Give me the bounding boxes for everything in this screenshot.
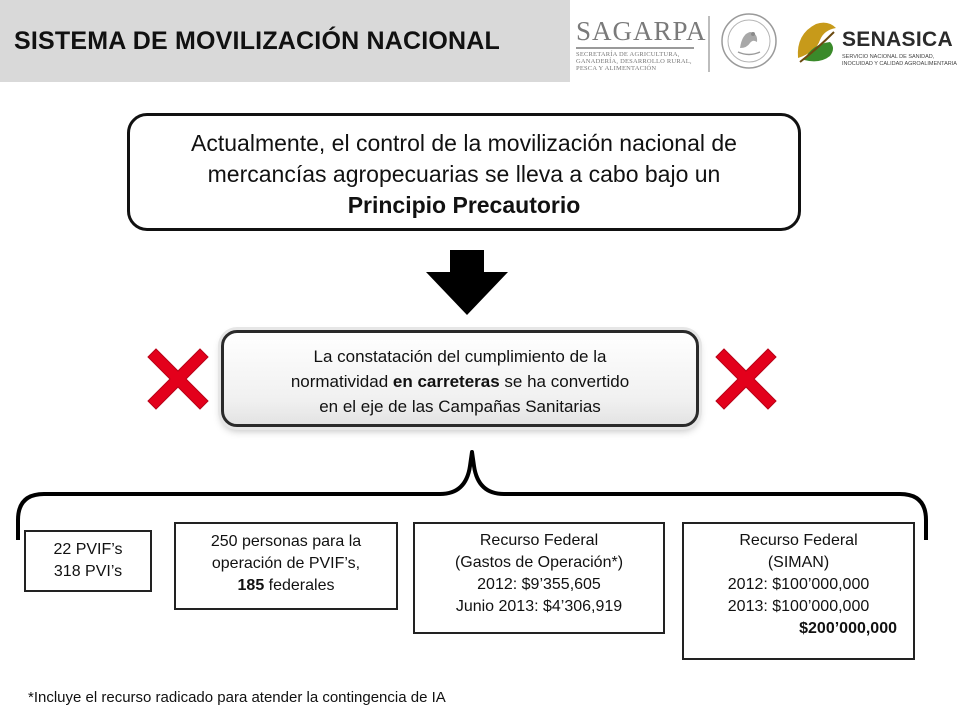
siman-funds-subtitle: (SIMAN) bbox=[767, 554, 830, 571]
siman-funds-box bbox=[682, 522, 915, 660]
highways-text-pre: normatividad bbox=[290, 372, 393, 391]
personnel-federal-count: 185 bbox=[237, 577, 265, 594]
highways-text-bold: en carreteras bbox=[392, 372, 500, 391]
siman-funds-2013: 2013: $100’000,000 bbox=[727, 598, 870, 615]
principle-text-line1: Actualmente, el control de la movilización nacional de bbox=[191, 130, 737, 156]
sagarpa-name: SAGARPA bbox=[576, 16, 707, 46]
x-mark-icon bbox=[716, 349, 776, 409]
personnel-line2: operación de PVIF’s, bbox=[211, 555, 361, 572]
personnel-line3 bbox=[176, 575, 396, 597]
highways-text-line2 bbox=[224, 369, 696, 394]
siman-funds-2012: 2012: $100’000,000 bbox=[727, 576, 870, 593]
operating-funds-subtitle: (Gastos de Operación*) bbox=[454, 554, 624, 571]
footnote: *Incluye el recurso radicado para atender la contingencia de IA bbox=[28, 689, 446, 706]
personnel-box bbox=[174, 522, 398, 610]
principle-text-line2: mercancías agropecuarias se lleva a cabo bajo un bbox=[207, 161, 721, 187]
siman-funds-total: $200’000,000 bbox=[799, 620, 897, 637]
page-title: SISTEMA DE MOVILIZACIÓN NACIONAL bbox=[14, 27, 501, 55]
checkpoints-box bbox=[24, 530, 152, 592]
senasica-subtitle: SERVICIO NACIONAL DE SANIDAD, INOCUIDAD Y CALIDAD AGROALIMENTARIA bbox=[842, 54, 957, 67]
checkpoints-pvif: 22 PVIF’s bbox=[53, 541, 123, 558]
operating-funds-2013: Junio 2013: $4’306,919 bbox=[455, 598, 623, 615]
siman-funds-title: Recurso Federal bbox=[739, 532, 858, 549]
operating-funds-2012: 2012: $9’355,605 bbox=[477, 576, 601, 593]
senasica-name: SENASICA bbox=[842, 28, 953, 51]
highways-text-line3: en el eje de las Campañas Sanitarias bbox=[319, 397, 601, 416]
down-arrow-icon bbox=[426, 250, 508, 315]
principle-keyword: Principio Precautorio bbox=[347, 192, 581, 218]
personnel-line1: 250 personas para la bbox=[210, 533, 362, 550]
operating-funds-box bbox=[413, 522, 665, 634]
personnel-line3-rest: federales bbox=[264, 577, 335, 594]
operating-funds-title: Recurso Federal bbox=[479, 532, 599, 549]
sagarpa-subtitle: SECRETARÍA DE AGRICULTURA, GANADERÍA, DESARROLLO RURAL, PESCA Y ALIMENTACIÓN bbox=[576, 51, 692, 72]
x-mark-icon bbox=[148, 349, 208, 409]
checkpoints-pvi: 318 PVI’s bbox=[53, 563, 123, 580]
highways-text-post: se ha convertido bbox=[499, 372, 630, 391]
highways-text-line1: La constatación del cumplimiento de la bbox=[313, 347, 607, 366]
highways-box bbox=[221, 330, 699, 427]
